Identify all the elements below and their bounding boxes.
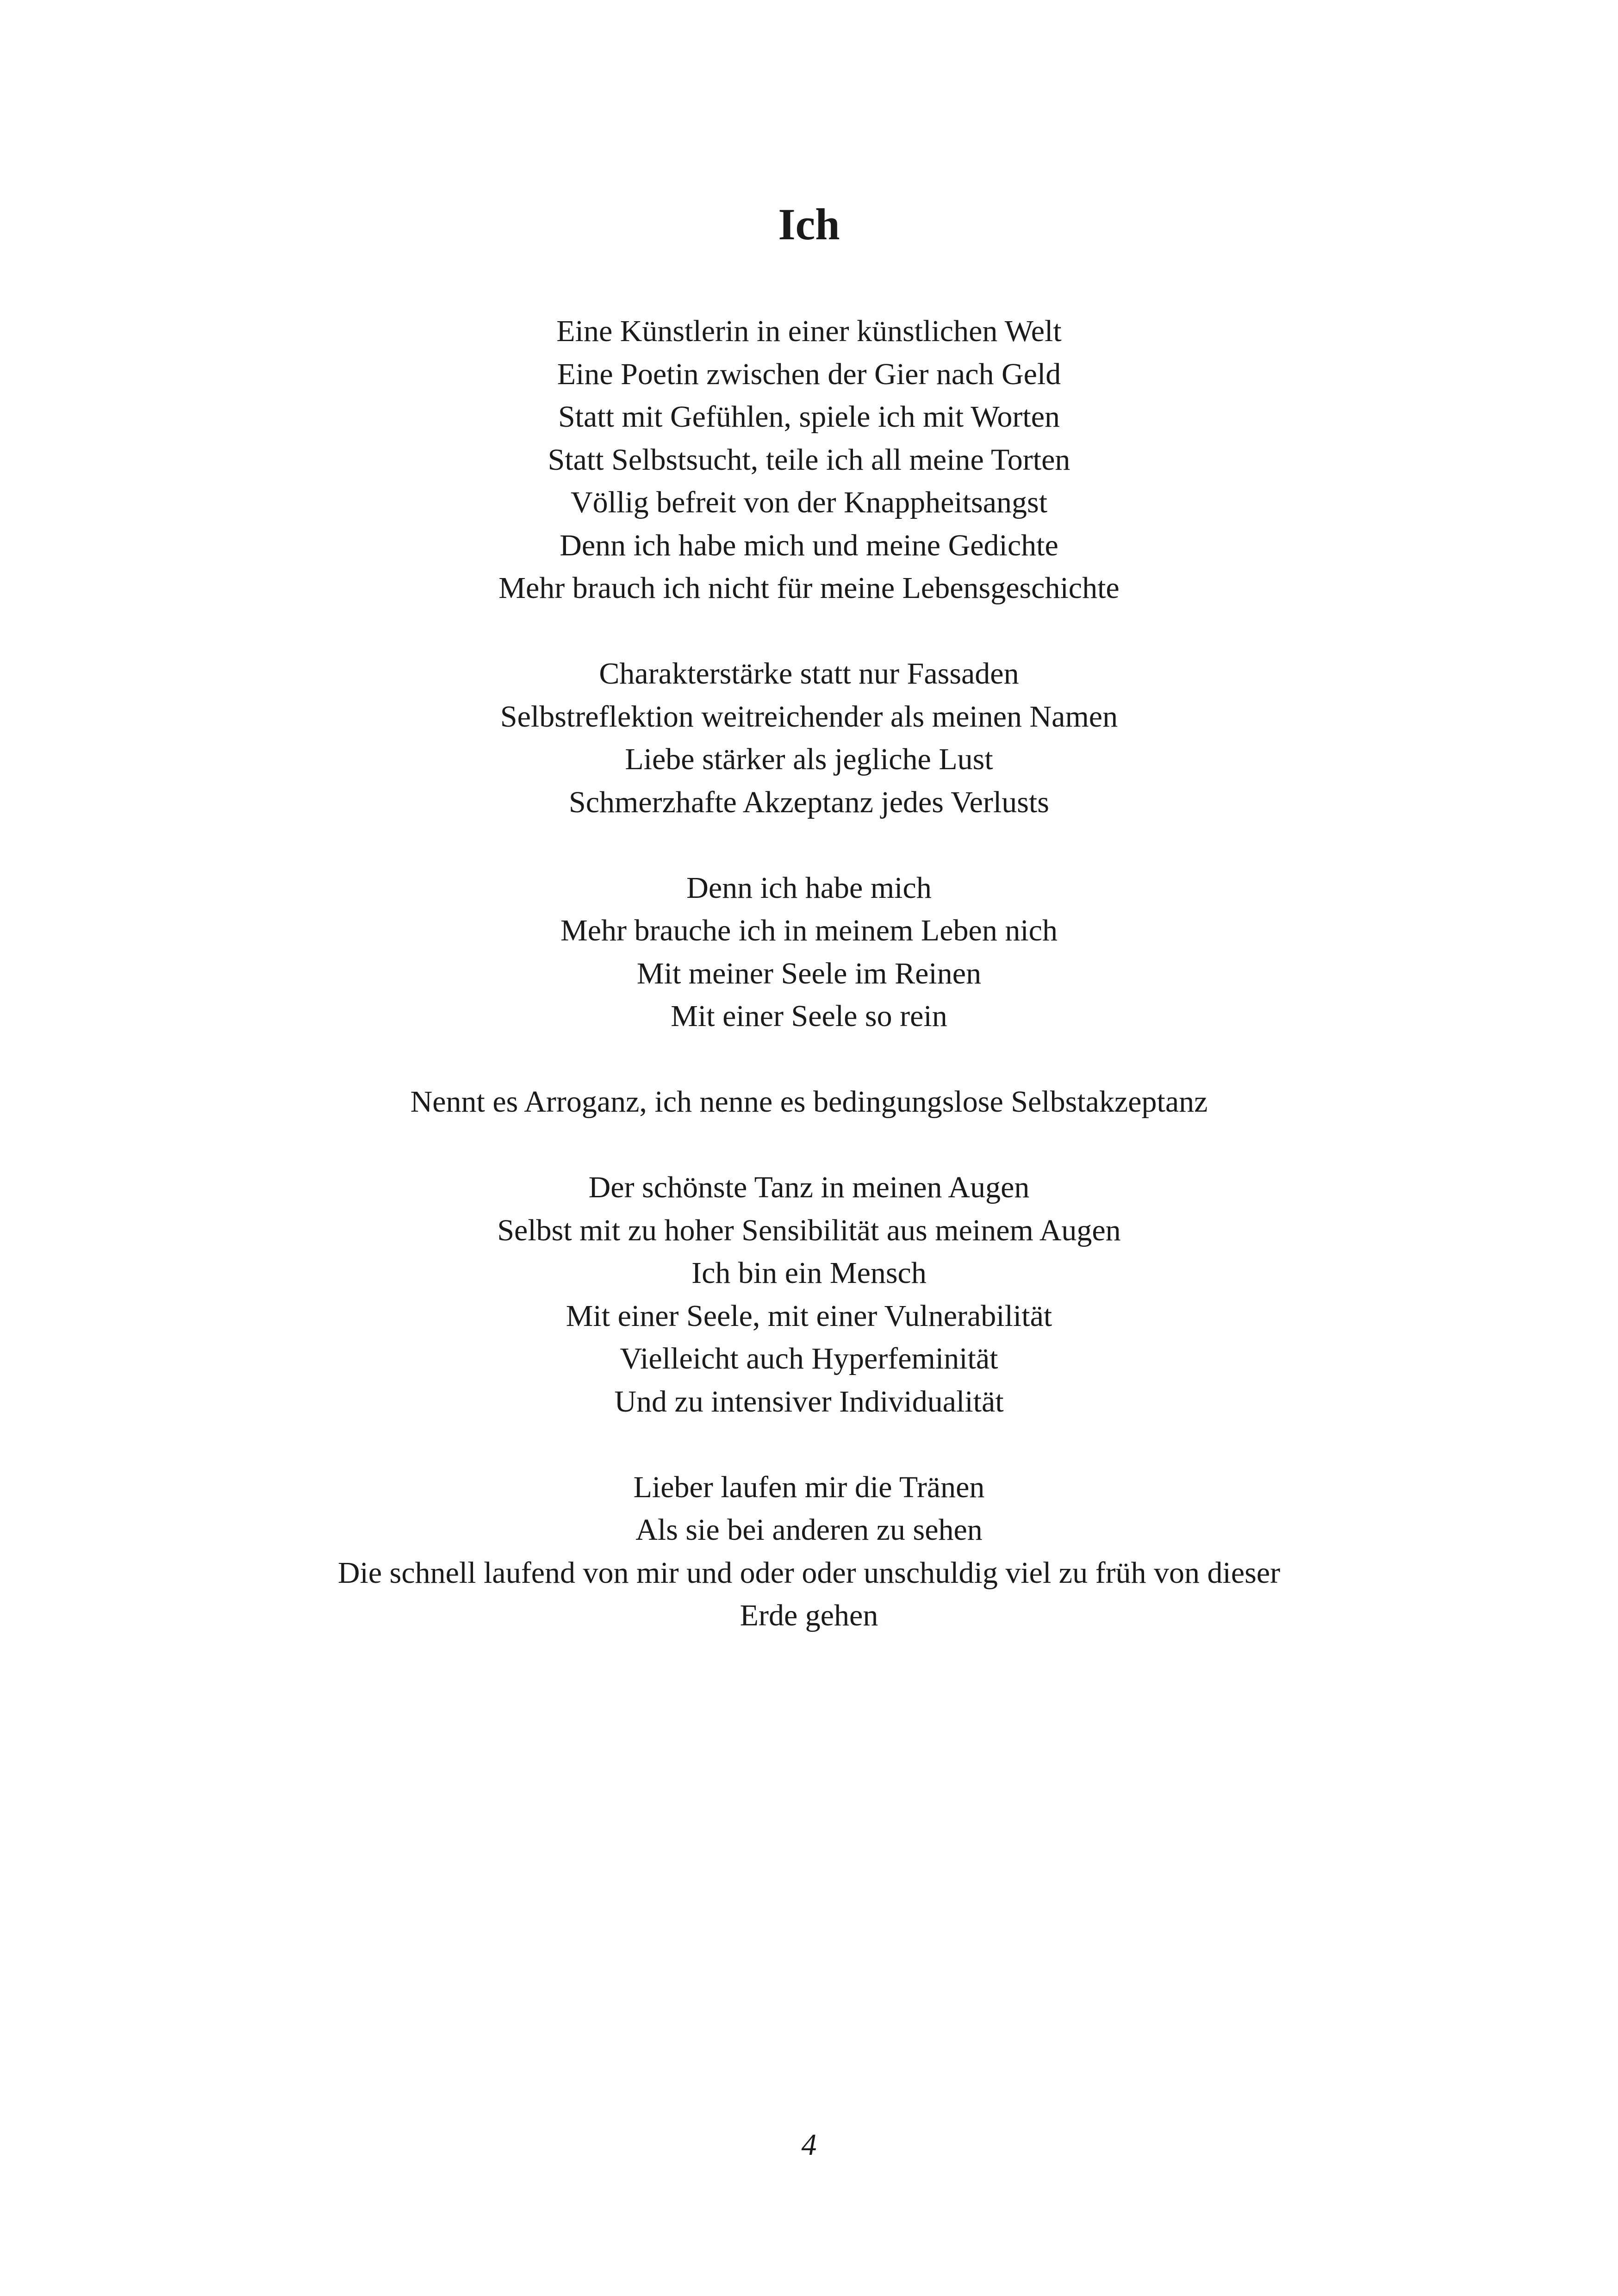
- poem-line: Charakterstärke statt nur Fassaden: [599, 657, 1019, 691]
- poem-line: Selbstreflektion weitreichender als meinen Namen: [500, 699, 1118, 734]
- poem-line: Statt mit Gefühlen, spiele ich mit Worten: [558, 400, 1060, 434]
- poem-line: Mehr brauche ich in meinem Leben nich: [560, 914, 1058, 947]
- poem-line: Schmerzhafte Akzeptanz jedes Verlusts: [569, 785, 1049, 819]
- stanza: [0, 867, 1618, 1038]
- poem-line: Nennt es Arroganz, ich nenne es bedingungslose Selbstakzeptanz: [410, 1085, 1208, 1119]
- poem-line: Lieber laufen mir die Tränen: [633, 1470, 985, 1504]
- stanza: [0, 1166, 1618, 1423]
- poem-line: Als sie bei anderen zu sehen: [635, 1513, 983, 1547]
- poem-line: Statt Selbstsucht, teile ich all meine Torten: [548, 442, 1070, 477]
- poem-line: Völlig befreit von der Knappheitsangst: [570, 485, 1048, 519]
- poem-line: Die schnell laufend von mir und oder oder unschuldig viel zu früh von dieser: [337, 1556, 1281, 1590]
- poem-line: Ich bin ein Mensch: [691, 1256, 927, 1290]
- poem-line: Erde gehen: [740, 1599, 878, 1632]
- page-number: 4: [801, 2128, 817, 2162]
- stanza: [0, 1466, 1618, 1637]
- stanza: [0, 1081, 1618, 1124]
- poem-line: Denn ich habe mich: [686, 871, 932, 905]
- poem-line: Und zu intensiver Individualität: [614, 1384, 1004, 1419]
- poem-line: Mit einer Seele so rein: [671, 999, 947, 1033]
- poem-line: Vielleicht auch Hyperfeminität: [620, 1342, 998, 1375]
- poem-line: Mehr brauch ich nicht für meine Lebensgeschichte: [498, 571, 1120, 605]
- stanza: [0, 653, 1618, 824]
- stanza: [0, 310, 1618, 610]
- poem-line: Denn ich habe mich und meine Gedichte: [560, 528, 1058, 562]
- poem-line: Der schönste Tanz in meinen Augen: [588, 1170, 1030, 1204]
- poem-body: [0, 310, 1618, 1680]
- poem-line: Mit einer Seele, mit einer Vulnerabilität: [566, 1299, 1052, 1333]
- poem-line: Selbst mit zu hoher Sensibilität aus meinem Augen: [497, 1213, 1121, 1247]
- poem-line: Mit meiner Seele im Reinen: [636, 956, 982, 990]
- poem-line: Liebe stärker als jegliche Lust: [625, 742, 993, 776]
- poem-line: Eine Poetin zwischen der Gier nach Geld: [557, 357, 1061, 391]
- poem-title: Ich: [778, 199, 840, 249]
- poem-line: Eine Künstlerin in einer künstlichen Welt: [556, 314, 1062, 348]
